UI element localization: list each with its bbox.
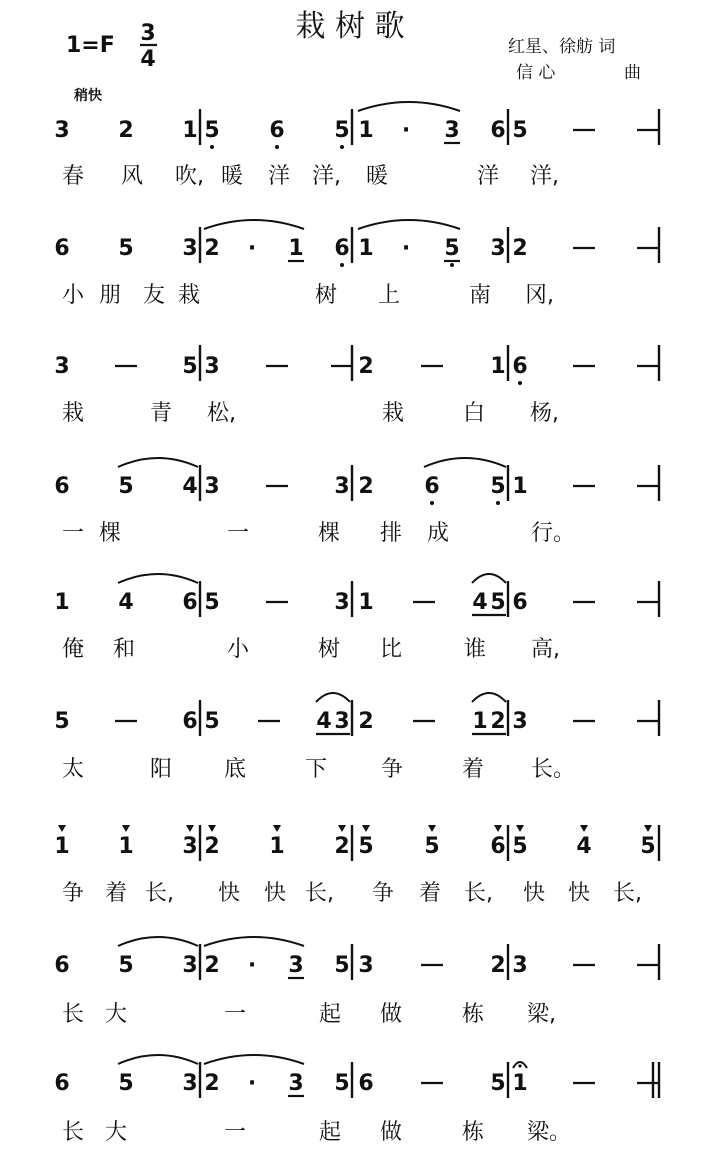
note: 5 [490, 1071, 506, 1096]
lyric-char: 做 [380, 1002, 403, 1027]
note: 5 [424, 834, 440, 859]
slur-arc [358, 220, 460, 229]
lyric-char: 长, [464, 881, 493, 906]
slur-arc [118, 458, 198, 467]
score-system [54, 825, 659, 906]
lyric-char: 上 [378, 283, 401, 308]
note: 5 [118, 953, 134, 978]
note: 6 [54, 1071, 70, 1096]
lyric-char: 春 [62, 164, 85, 189]
lyric-char: 争 [62, 881, 85, 906]
slur-arc [472, 574, 506, 583]
lyric-char: 谁 [464, 637, 487, 662]
lyric-char: 大 [105, 1002, 128, 1027]
note: 2 [204, 953, 220, 978]
note: 3 [54, 118, 70, 143]
lyric-char: 棵 [99, 521, 122, 546]
note: 6 [490, 834, 506, 859]
octave-dot-below [340, 145, 344, 149]
lyric-char: 快 [523, 881, 546, 906]
lyric-char: 行。 [531, 521, 576, 546]
note: 6 [54, 474, 70, 499]
lyric-char: 一 [62, 521, 85, 546]
note: 2 [490, 953, 506, 978]
note: 5 [334, 953, 350, 978]
dot-note: · [247, 236, 257, 261]
lyric-char: 小 [227, 637, 250, 662]
lyric-char: 棵 [318, 521, 341, 546]
note: 1 [118, 834, 134, 859]
note: 6 [54, 953, 70, 978]
note: 5 [334, 118, 350, 143]
dot-note: · [401, 236, 411, 261]
note: 3 [512, 953, 528, 978]
lyric-char: 着 [105, 881, 128, 906]
dot-note: · [247, 953, 257, 978]
note: 5 [204, 118, 220, 143]
lyric-char: 梁, [527, 1002, 556, 1027]
time-signature-top: 3 [140, 21, 156, 46]
note: 3 [444, 118, 460, 143]
note: 5 [118, 1071, 134, 1096]
lyric-char: 栋 [462, 1120, 485, 1145]
note: 3 [204, 474, 220, 499]
lyric-char: 一 [227, 521, 250, 546]
dot-note: · [401, 118, 411, 143]
lyric-char: 起 [319, 1120, 342, 1145]
note: 6 [424, 474, 440, 499]
note: 1 [288, 236, 304, 261]
accent-mark [186, 825, 194, 832]
note: 6 [54, 236, 70, 261]
lyric-char: 洋, [312, 164, 341, 189]
note: 6 [182, 709, 198, 734]
note: 3 [204, 354, 220, 379]
note: 3 [334, 590, 350, 615]
note: 2 [512, 236, 528, 261]
note: 4 [316, 709, 332, 734]
note: 5 [490, 474, 506, 499]
note: 5 [490, 590, 506, 615]
lyric-char: 一 [224, 1120, 247, 1145]
lyric-char: 长 [62, 1002, 85, 1027]
accent-mark [362, 825, 370, 832]
slur-arc [204, 937, 304, 946]
lyric-char: 风 [121, 164, 144, 189]
lyric-char: 南 [469, 283, 492, 308]
lyric-char: 白 [463, 401, 486, 426]
accent-mark [208, 825, 216, 832]
accent-mark [58, 825, 66, 832]
song-title: 栽 树 歌 [295, 9, 405, 44]
note: 3 [334, 709, 350, 734]
lyric-char: 争 [372, 881, 395, 906]
fermata-dot [518, 1064, 521, 1067]
lyric-char: 朋 [99, 283, 122, 308]
note: 2 [204, 236, 220, 261]
lyric-char: 快 [568, 881, 591, 906]
note: 1 [512, 474, 528, 499]
note: 3 [182, 236, 198, 261]
accent-mark [516, 825, 524, 832]
lyric-char: 成 [427, 521, 450, 546]
note: 2 [118, 118, 134, 143]
note: 3 [182, 953, 198, 978]
note: 2 [358, 474, 374, 499]
lyric-char: 树 [315, 283, 338, 308]
note: 4 [118, 590, 134, 615]
lyric-char: 栽 [382, 401, 405, 426]
octave-dot-below [518, 381, 522, 385]
lyric-char: 长, [145, 881, 174, 906]
tempo-marking: 稍快 [74, 88, 102, 104]
score-system [54, 1055, 659, 1145]
score-system [54, 937, 659, 1027]
lyric-char: 着 [462, 757, 485, 782]
note: 2 [204, 834, 220, 859]
score-system [54, 102, 659, 189]
lyric-char: 下 [305, 757, 328, 782]
note: 6 [358, 1071, 374, 1096]
note: 2 [490, 709, 506, 734]
note: 5 [118, 236, 134, 261]
octave-dot-below [496, 501, 500, 505]
lyric-char: 一 [224, 1002, 247, 1027]
note: 3 [490, 236, 506, 261]
slur-arc [424, 458, 506, 467]
octave-dot-below [210, 145, 214, 149]
accent-mark [580, 825, 588, 832]
lyric-char: 比 [380, 637, 403, 662]
lyric-char: 杨, [530, 401, 559, 426]
lyric-char: 排 [380, 521, 403, 546]
lyric-char: 底 [224, 757, 247, 782]
lyric-char: 松, [207, 401, 236, 426]
composer-role: 曲 [624, 63, 641, 83]
note: 5 [512, 118, 528, 143]
lyric-char: 栽 [62, 401, 85, 426]
note: 1 [472, 709, 488, 734]
note: 3 [182, 834, 198, 859]
note: 1 [358, 236, 374, 261]
lyric-char: 洋 [268, 164, 291, 189]
note: 1 [269, 834, 285, 859]
accent-mark [338, 825, 346, 832]
note: 5 [512, 834, 528, 859]
note: 6 [512, 354, 528, 379]
note: 6 [182, 590, 198, 615]
octave-dot-below [450, 263, 454, 267]
lyric-char: 长, [305, 881, 334, 906]
accent-mark [273, 825, 281, 832]
slur-arc [204, 220, 304, 229]
note: 6 [490, 118, 506, 143]
lyric-char: 青 [150, 401, 173, 426]
note: 5 [640, 834, 656, 859]
note: 3 [334, 474, 350, 499]
slur-arc [472, 693, 506, 702]
note: 2 [358, 354, 374, 379]
lyric-char: 高, [531, 637, 560, 662]
lyric-char: 长 [62, 1120, 85, 1145]
lyric-char: 暖 [221, 164, 244, 189]
note: 5 [334, 1071, 350, 1096]
accent-mark [494, 825, 502, 832]
lyric-char: 阳 [150, 757, 173, 782]
lyric-char: 梁。 [527, 1120, 572, 1145]
lyric-char: 暖 [366, 164, 389, 189]
note: 6 [334, 236, 350, 261]
lyric-char: 友 [143, 283, 166, 308]
note: 2 [334, 834, 350, 859]
accent-mark [122, 825, 130, 832]
lyric-char: 长, [613, 881, 642, 906]
lyric-char: 争 [381, 757, 404, 782]
lyric-char: 长。 [531, 757, 576, 782]
note: 6 [269, 118, 285, 143]
note: 1 [182, 118, 198, 143]
time-signature-bottom: 4 [140, 47, 156, 72]
note: 3 [288, 953, 304, 978]
note: 4 [472, 590, 488, 615]
note: 4 [576, 834, 592, 859]
note: 5 [444, 236, 460, 261]
slur-arc [316, 693, 350, 702]
octave-dot-below [340, 263, 344, 267]
lyric-char: 太 [62, 757, 85, 782]
score-systems [54, 102, 659, 1145]
lyric-char: 着 [419, 881, 442, 906]
score-system [54, 693, 659, 782]
dot-note: · [247, 1071, 257, 1096]
composer-name: 信 心 [516, 63, 556, 83]
lyric-char: 栽 [178, 283, 201, 308]
lyric-char: 快 [218, 881, 241, 906]
lyric-char: 和 [113, 637, 136, 662]
note: 1 [54, 834, 70, 859]
accent-mark [644, 825, 652, 832]
slur-arc [118, 574, 198, 583]
lyric-char: 小 [62, 283, 85, 308]
note: 6 [512, 590, 528, 615]
note: 5 [54, 709, 70, 734]
lyric-char: 栋 [462, 1002, 485, 1027]
note: 5 [204, 709, 220, 734]
accent-mark [428, 825, 436, 832]
slur-arc [118, 1055, 198, 1064]
slur-arc [358, 102, 460, 111]
lyric-char: 吹, [175, 164, 204, 189]
note: 3 [358, 953, 374, 978]
key-signature: 1=F [66, 33, 115, 58]
lyric-char: 起 [319, 1002, 342, 1027]
note: 5 [182, 354, 198, 379]
lyric-char: 快 [264, 881, 287, 906]
lyric-char: 冈, [525, 283, 554, 308]
lyric-char: 大 [105, 1120, 128, 1145]
score-system [54, 458, 659, 546]
note: 1 [358, 590, 374, 615]
octave-dot-below [430, 501, 434, 505]
slur-arc [204, 1055, 304, 1064]
note: 3 [512, 709, 528, 734]
lyric-char: 洋, [530, 164, 559, 189]
note: 4 [182, 474, 198, 499]
note: 1 [512, 1071, 528, 1096]
octave-dot-below [275, 145, 279, 149]
score-system [54, 220, 659, 308]
score-system [54, 574, 659, 662]
note: 2 [204, 1071, 220, 1096]
note: 3 [288, 1071, 304, 1096]
note: 1 [358, 118, 374, 143]
slur-arc [118, 937, 198, 946]
score-system [54, 345, 659, 426]
note: 2 [358, 709, 374, 734]
note: 1 [490, 354, 506, 379]
lyric-char: 做 [380, 1120, 403, 1145]
note: 3 [182, 1071, 198, 1096]
lyric-char: 树 [318, 637, 341, 662]
note: 5 [204, 590, 220, 615]
lyric-char: 俺 [62, 637, 85, 662]
lyric-char: 洋 [477, 164, 500, 189]
note: 1 [54, 590, 70, 615]
lyricist-credit: 红星、徐舫 词 [508, 37, 616, 57]
note: 5 [118, 474, 134, 499]
note: 5 [358, 834, 374, 859]
score-header [66, 9, 641, 104]
note: 3 [54, 354, 70, 379]
